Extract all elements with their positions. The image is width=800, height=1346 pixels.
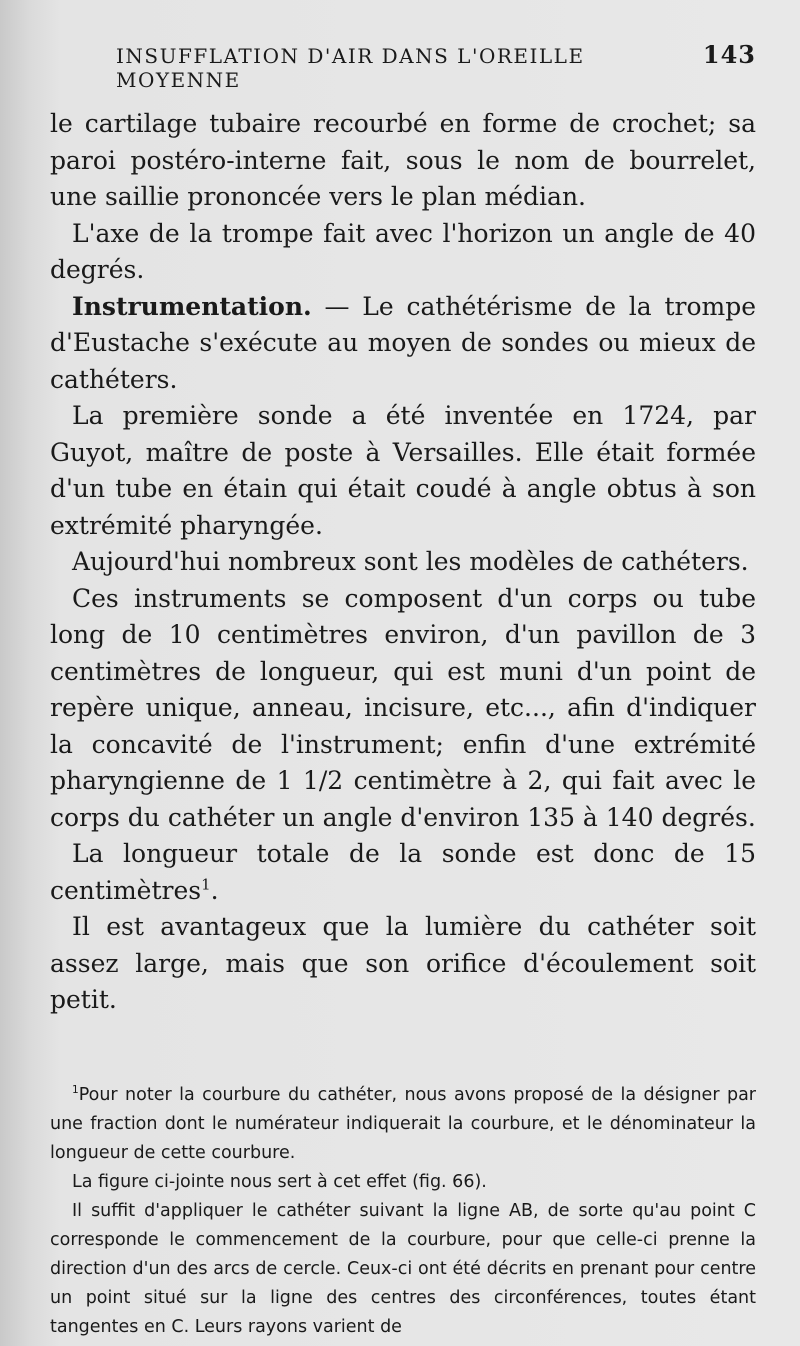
footnote-number: 1	[72, 1083, 79, 1096]
paragraph: Aujourd'hui nombreux sont les modèles de cathéters.	[72, 547, 749, 576]
paragraph: Il est avantageux que la lumière du cathéter soit assez large, mais que son orifice d'écoulement soit petit.	[50, 912, 756, 1014]
paragraph: Ces instruments se composent d'un corps ou tube long de 10 centimètres environ, d'un pavillon de 3 centimètres de longueur, qui est muni d'un point de repère unique, anneau, incisure, etc..., afin d'indiquer la concavité de l'instrument; enfin d'une extrémité pharyngienne de 1 1/2 centimètre à 2, qui fait avec le corps du cathéter un angle d'environ 135 à 140 degrés.	[50, 583, 756, 832]
footnotes	[50, 1081, 756, 1342]
footnote	[50, 1081, 756, 1168]
footnote-marker: 1	[201, 875, 211, 894]
running-head-title: INSUFFLATION D'AIR DANS L'OREILLE MOYENNE	[116, 44, 585, 92]
section-heading: Instrumentation.	[72, 291, 312, 321]
page-number: 143	[702, 40, 756, 69]
paragraph-end: .	[210, 875, 219, 905]
paragraph: L'axe de la trompe fait avec l'horizon un angle de 40 degrés.	[50, 218, 756, 284]
footnote: La figure ci-jointe nous sert à cet effet (fig. 66).	[72, 1171, 487, 1192]
paragraph	[50, 836, 756, 909]
running-head	[116, 40, 756, 92]
paragraph: La première sonde a été inventée en 1724, par Guyot, maître de poste à Versailles. Elle était formée d'un tube en étain qui était coudé à angle obtus à son extrémité pharyngée.	[50, 401, 756, 540]
paragraph-text: La longueur totale de la sonde est donc de 15 centimètres	[50, 839, 756, 905]
footnote-text: Pour noter la courbure du cathéter, nous avons proposé de la désigner par une fraction dont le numérateur indiquerait la courbure, et le dénominateur la longueur de cette courbure.	[50, 1084, 756, 1163]
paragraph: le cartilage tubaire recourbé en forme de crochet; sa paroi postéro-interne fait, sous le nom de bourrelet, une saillie prononcée vers le plan médian.	[50, 109, 756, 211]
paragraph	[50, 289, 756, 399]
body-text	[50, 106, 756, 1019]
paragraph-text: — Le cathétérisme de la trompe d'Eustache s'exécute au moyen de sondes ou mieux de cathéters.	[50, 291, 756, 394]
footnote: Il suffit d'appliquer le cathéter suivant la ligne AB, de sorte qu'au point C corresponde le commencement de la courbure, pour que celle-ci prenne la direction d'un des arcs de cercle. Ceux-ci ont été décrits en prenant pour centre un point situé sur la ligne des centres des circonférences, toutes étant tangentes en C. Leurs rayons varient de	[50, 1200, 756, 1337]
